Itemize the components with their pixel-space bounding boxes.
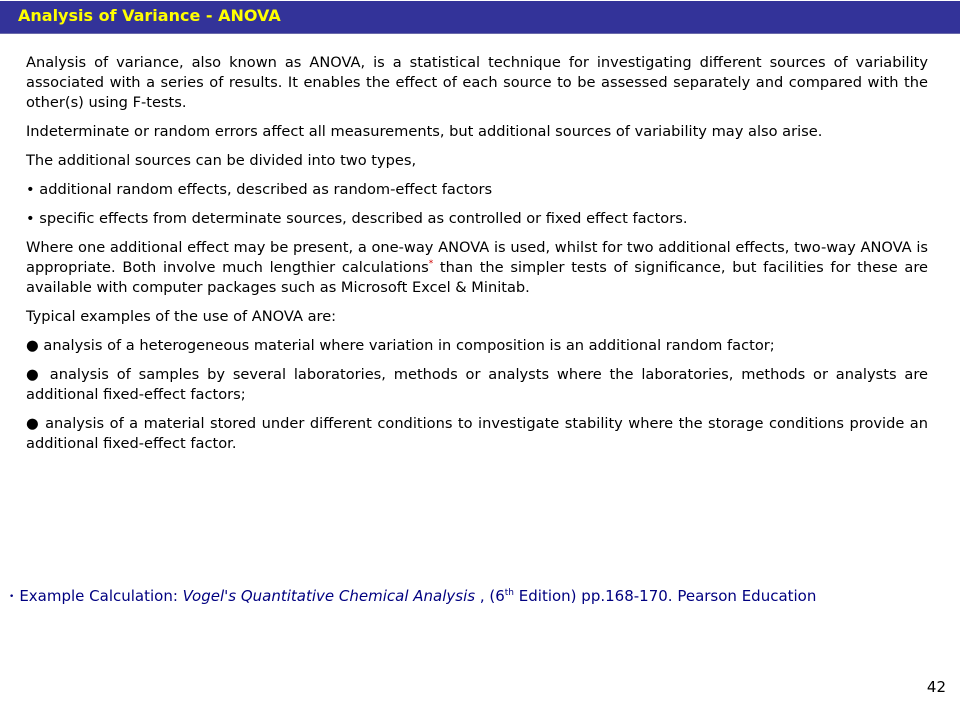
footnote-lead: Example Calculation: [19, 587, 183, 605]
paragraph-one-two-way-part1: Where one additional effect may be present, a one-way ANOVA is used, whilst for two additional effects, two-way ANOVA is appropriate. Both involve much lengthier calculations [26, 239, 928, 276]
paragraph-types: The additional sources can be divided into two types, [26, 152, 417, 169]
bullet-random-effects: • additional random effects, described as random-effect factors [26, 181, 493, 198]
footnote-bullet: • [9, 591, 15, 602]
footnote-book-title: Vogel's Quantitative Chemical Analysis [182, 587, 476, 605]
title-bar [0, 1, 960, 34]
paragraph-examples-intro: Typical examples of the use of ANOVA are: [26, 308, 337, 325]
example-heterogeneous: ● analysis of a heterogeneous material where variation in composition is an additional random factor; [26, 337, 775, 354]
bullet-fixed-effects: • specific effects from determinate sources, described as controlled or fixed effect factors. [26, 210, 688, 227]
paragraph-one-two-way [26, 238, 928, 298]
reference-footnote [9, 583, 939, 607]
paragraph-intro: Analysis of variance, also known as ANOVA, is a statistical technique for investigating different sources of variability associated with a series of results. It enables the effect of each source to be assessed separately and compared with the other(s) using F-tests. [26, 54, 928, 111]
footnote-edition-open: , (6 [475, 587, 505, 605]
footnote-asterisk: * [428, 259, 434, 270]
example-laboratories: ● analysis of samples by several laboratories, methods or analysts where the laboratories, methods or analysts are additional fixed-effect factors; [26, 366, 928, 403]
footnote-ordinal: th [504, 588, 515, 598]
slide-body [26, 53, 928, 463]
paragraph-one-two-way-part2: than the simpler tests of significance, but facilities for these are available with computer packages such as Microsoft Excel & Minitab. [26, 259, 928, 296]
footnote-rest: Edition) pp.168-170. Pearson Education [514, 587, 817, 605]
example-stability: ● analysis of a material stored under different conditions to investigate stability where the storage conditions provide an additional fixed-effect factor. [26, 415, 928, 452]
paragraph-random-errors: Indeterminate or random errors affect all measurements, but additional sources of variability may also arise. [26, 123, 823, 140]
slide-title: Analysis of Variance - ANOVA [18, 6, 281, 25]
page-number: 42 [926, 678, 946, 696]
